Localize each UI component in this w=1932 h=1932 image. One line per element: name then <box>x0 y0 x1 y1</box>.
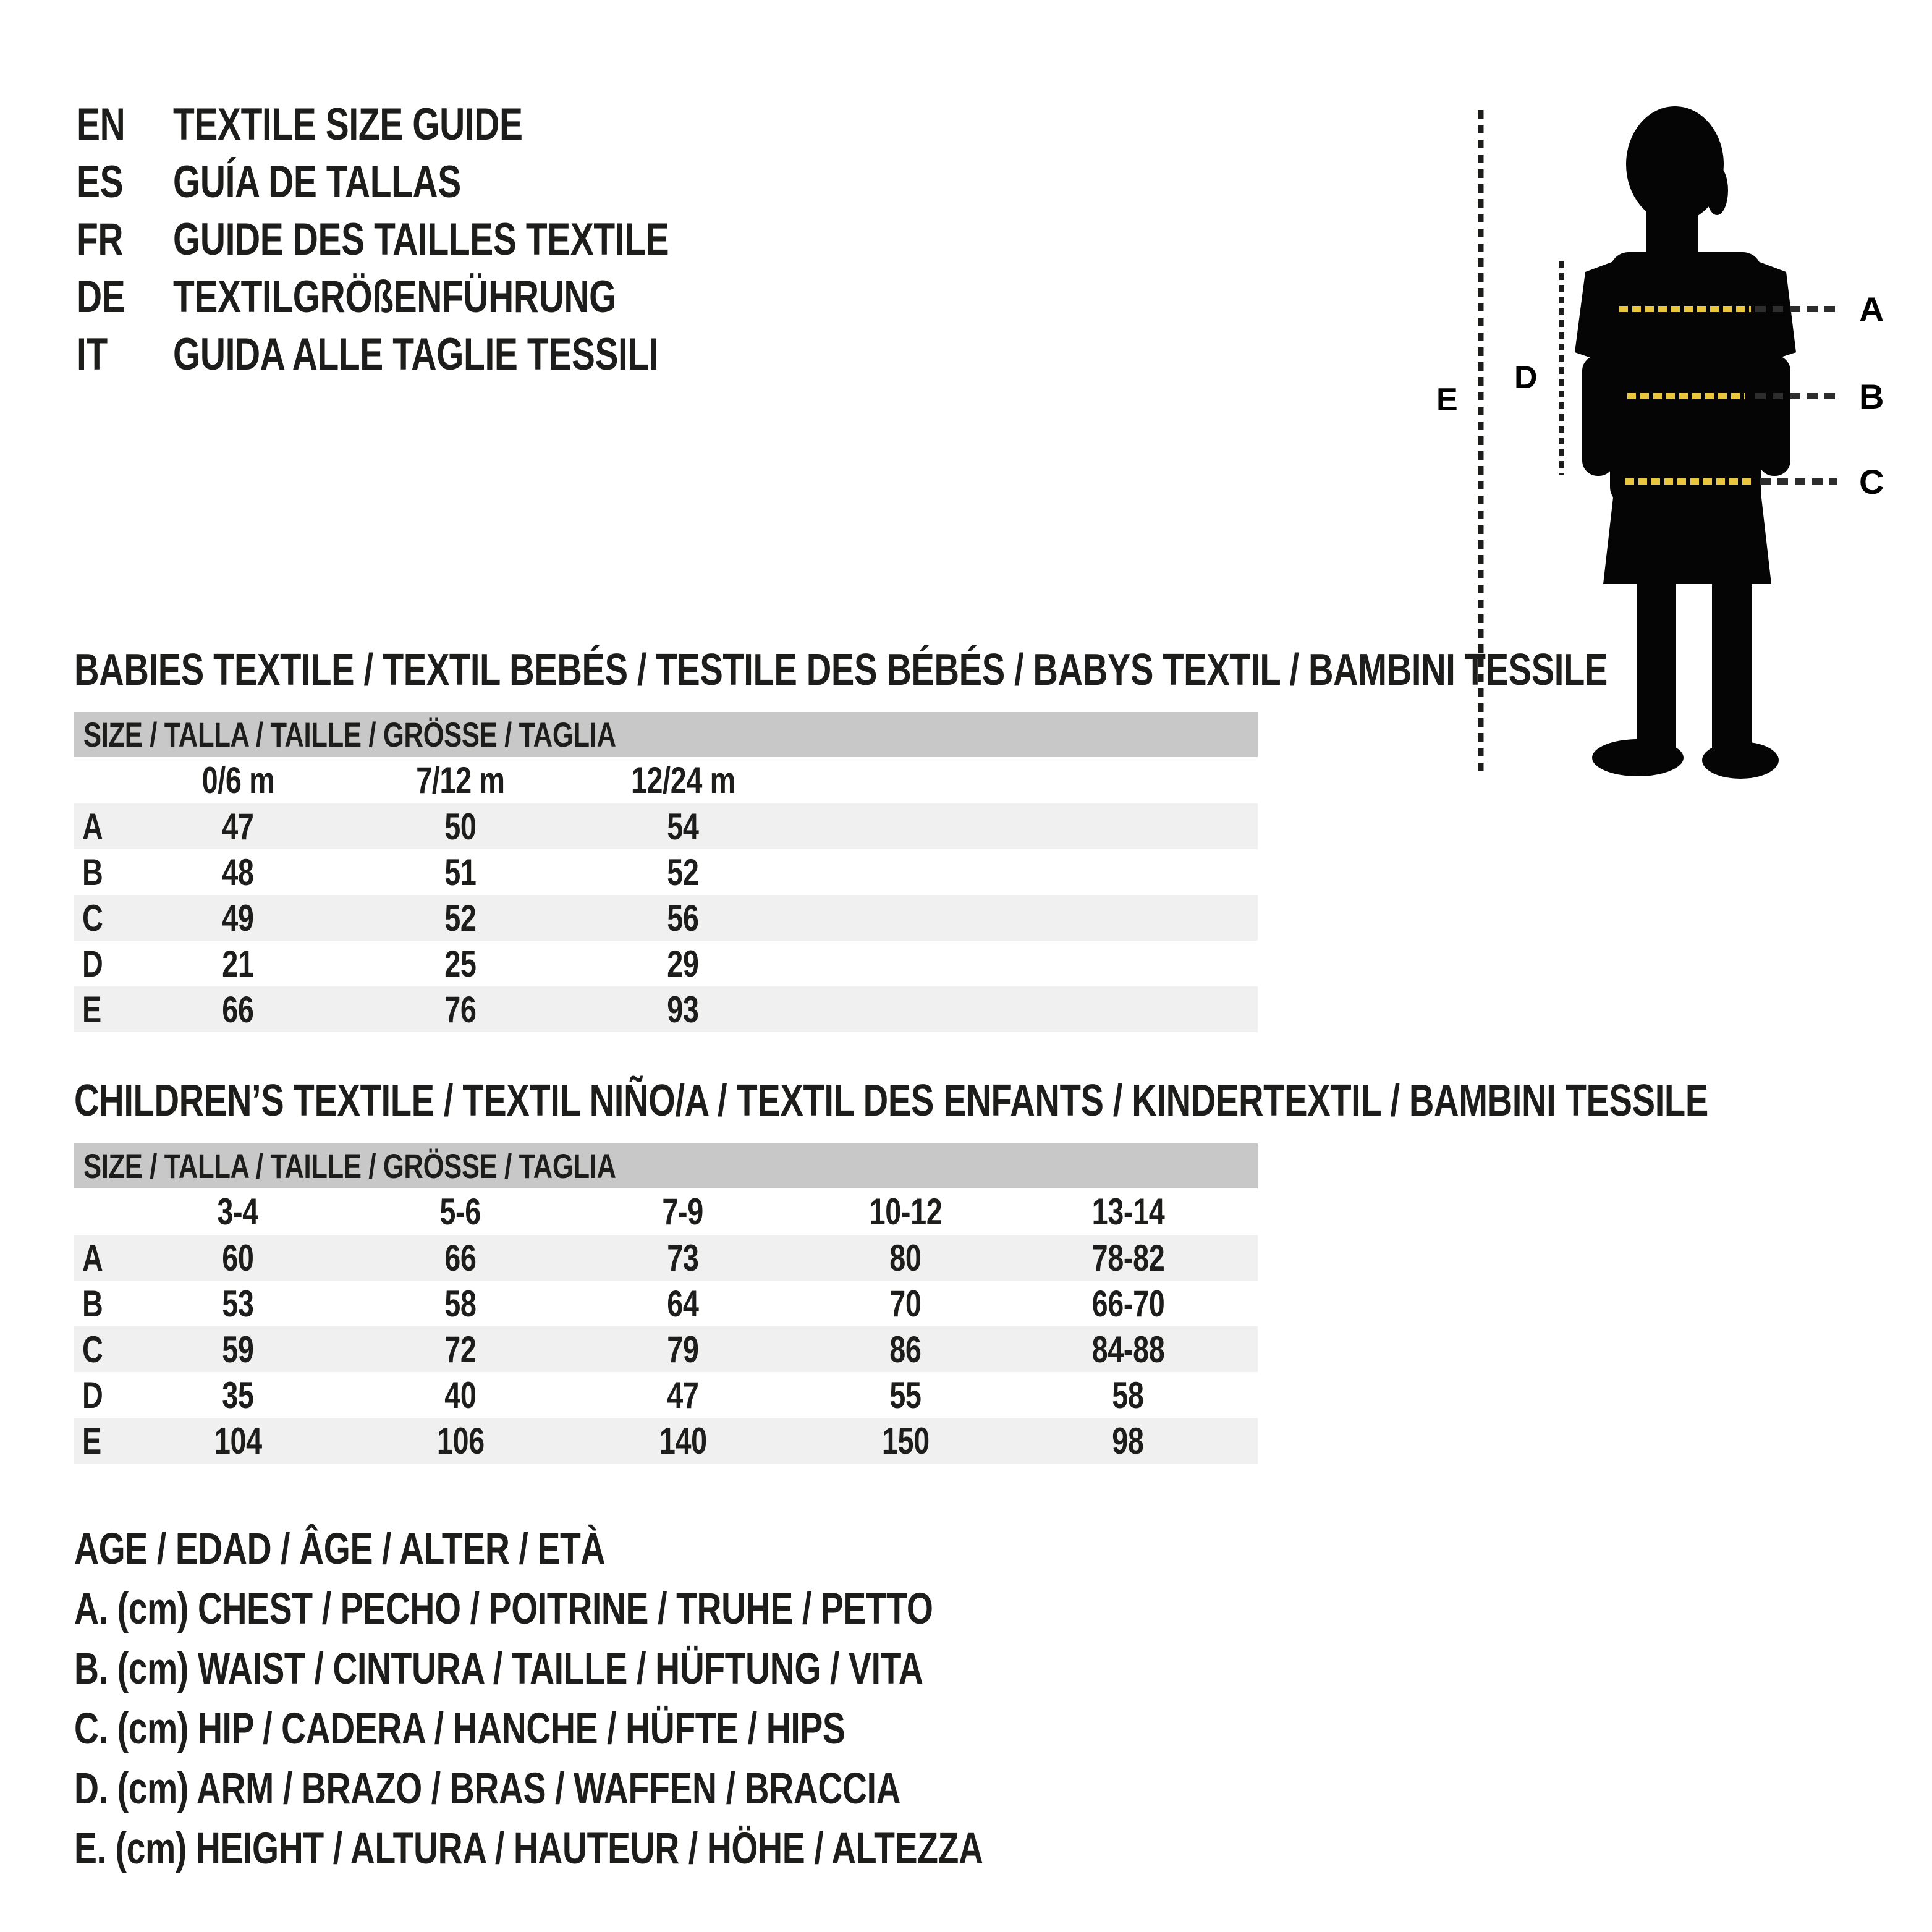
column-header: 5-6 <box>439 1191 481 1232</box>
row-label: B <box>82 1282 103 1324</box>
cell-value: 21 <box>222 943 254 985</box>
children-section-heading-text: CHILDREN’S TEXTILE / TEXTIL NIÑO/A / TEXTIL DES ENFANTS / KINDERTEXTIL / BAMBINI TESSILE <box>74 1076 1708 1125</box>
children-section-heading <box>74 1078 1932 1123</box>
row-label: A <box>82 805 103 847</box>
cell-value: 93 <box>667 988 699 1030</box>
cell-value: 58 <box>1112 1374 1144 1416</box>
cell-value: 29 <box>667 943 699 985</box>
cell-value: 58 <box>444 1282 477 1324</box>
legend-chest-line: A. (cm) CHEST / PECHO / POITRINE / TRUHE / PETTO <box>74 1585 933 1633</box>
children-size-bar <box>74 1143 1258 1188</box>
row-label: B <box>82 851 103 893</box>
cell-value: 47 <box>667 1374 699 1416</box>
cell-value: 80 <box>889 1237 922 1279</box>
children-size-table <box>74 1143 1258 1464</box>
table-row-b <box>74 1281 1258 1326</box>
cell-value: 51 <box>444 851 477 893</box>
table-row-a <box>74 1235 1258 1281</box>
cell-value: 60 <box>222 1237 254 1279</box>
cell-value: 55 <box>889 1374 922 1416</box>
cell-value: 84-88 <box>1091 1328 1164 1370</box>
legend-height-line: E. (cm) HEIGHT / ALTURA / HAUTEUR / HÖHE / ALTEZZA <box>74 1824 983 1873</box>
cell-value: 78-82 <box>1091 1237 1164 1279</box>
language-row-it <box>77 326 809 383</box>
measure-label-e: E <box>1436 382 1458 418</box>
children-column-header-row <box>74 1188 1258 1235</box>
cell-value: 70 <box>889 1282 922 1324</box>
size-bar-label: SIZE / TALLA / TAILLE / GRÖSSE / TAGLIA <box>83 715 616 754</box>
column-header: 7-9 <box>662 1191 704 1232</box>
row-label: A <box>82 1237 103 1279</box>
row-label: E <box>82 988 101 1030</box>
size-bar-label: SIZE / TALLA / TAILLE / GRÖSSE / TAGLIA <box>83 1146 616 1185</box>
legend-waist-line: B. (cm) WAIST / CINTURA / TAILLE / HÜFTUNG / VITA <box>74 1645 923 1693</box>
cell-value: 59 <box>222 1328 254 1370</box>
cell-value: 98 <box>1112 1420 1144 1462</box>
cell-value: 106 <box>436 1420 485 1462</box>
language-code: FR <box>77 214 124 265</box>
language-title: TEXTILGRÖßENFÜHRUNG <box>173 272 616 322</box>
language-row-de <box>77 268 809 326</box>
column-header: 0/6 m <box>201 760 274 801</box>
table-row-b <box>74 849 1258 895</box>
table-row-d <box>74 1372 1258 1418</box>
cell-value: 52 <box>444 897 477 939</box>
language-code: ES <box>77 157 124 207</box>
table-row-a <box>74 803 1258 849</box>
language-title: GUÍA DE TALLAS <box>173 157 461 207</box>
measure-label-d: D <box>1514 360 1538 396</box>
legend-hip-line: C. (cm) HIP / CADERA / HANCHE / HÜFTE / HIPS <box>74 1705 845 1753</box>
row-label: E <box>82 1420 101 1462</box>
column-header: 7/12 m <box>416 760 505 801</box>
language-code: EN <box>77 100 125 150</box>
cell-value: 47 <box>222 805 254 847</box>
cell-value: 66-70 <box>1091 1282 1164 1324</box>
column-header: 10-12 <box>869 1191 942 1232</box>
language-row-fr <box>77 211 809 268</box>
cell-value: 54 <box>667 805 699 847</box>
table-row-e <box>74 986 1258 1032</box>
cell-value: 53 <box>222 1282 254 1324</box>
cell-value: 49 <box>222 897 254 939</box>
cell-value: 140 <box>659 1420 707 1462</box>
cell-value: 50 <box>444 805 477 847</box>
row-label: C <box>82 897 103 939</box>
language-title-list <box>77 96 809 383</box>
measure-label-c: C <box>1859 462 1884 501</box>
cell-value: 76 <box>444 988 477 1030</box>
legend-arm-line: D. (cm) ARM / BRAZO / BRAS / WAFFEN / BRACCIA <box>74 1765 901 1813</box>
cell-value: 104 <box>214 1420 262 1462</box>
language-title: GUIDE DES TAILLES TEXTILE <box>173 214 669 265</box>
language-code: DE <box>77 272 125 322</box>
language-code: IT <box>77 329 108 379</box>
language-row-es <box>77 153 809 211</box>
column-header: 3-4 <box>217 1191 259 1232</box>
babies-size-bar <box>74 712 1258 757</box>
cell-value: 150 <box>881 1420 930 1462</box>
child-measurement-diagram <box>1434 93 1904 803</box>
language-row-en <box>77 96 809 153</box>
cell-value: 79 <box>667 1328 699 1370</box>
column-header: 13-14 <box>1091 1191 1164 1232</box>
cell-value: 72 <box>444 1328 477 1370</box>
column-header: 12/24 m <box>630 760 735 801</box>
language-title: GUIDA ALLE TAGLIE TESSILI <box>173 329 659 379</box>
cell-value: 73 <box>667 1237 699 1279</box>
language-title: TEXTILE SIZE GUIDE <box>173 100 523 150</box>
babies-column-header-row <box>74 757 1258 803</box>
table-row-c <box>74 1326 1258 1372</box>
table-row-c <box>74 895 1258 941</box>
measure-label-a: A <box>1859 290 1884 329</box>
legend-age-line: AGE / EDAD / ÂGE / ALTER / ETÀ <box>74 1525 606 1574</box>
table-row-e <box>74 1418 1258 1464</box>
cell-value: 66 <box>444 1237 477 1279</box>
cell-value: 64 <box>667 1282 699 1324</box>
cell-value: 52 <box>667 851 699 893</box>
measurement-legend <box>74 1519 1239 1879</box>
babies-section-heading-text: BABIES TEXTILE / TEXTIL BEBÉS / TESTILE DES BÉBÉS / BABYS TEXTIL / BAMBINI TESSILE <box>74 645 1608 695</box>
cell-value: 86 <box>889 1328 922 1370</box>
cell-value: 40 <box>444 1374 477 1416</box>
cell-value: 56 <box>667 897 699 939</box>
measure-label-b: B <box>1859 377 1884 416</box>
cell-value: 48 <box>222 851 254 893</box>
cell-value: 35 <box>222 1374 254 1416</box>
babies-size-table <box>74 712 1258 1032</box>
table-row-d <box>74 941 1258 986</box>
cell-value: 25 <box>444 943 477 985</box>
row-label: D <box>82 1374 103 1416</box>
cell-value: 66 <box>222 988 254 1030</box>
row-label: D <box>82 943 103 985</box>
row-label: C <box>82 1328 103 1370</box>
babies-section-heading <box>74 645 1932 695</box>
